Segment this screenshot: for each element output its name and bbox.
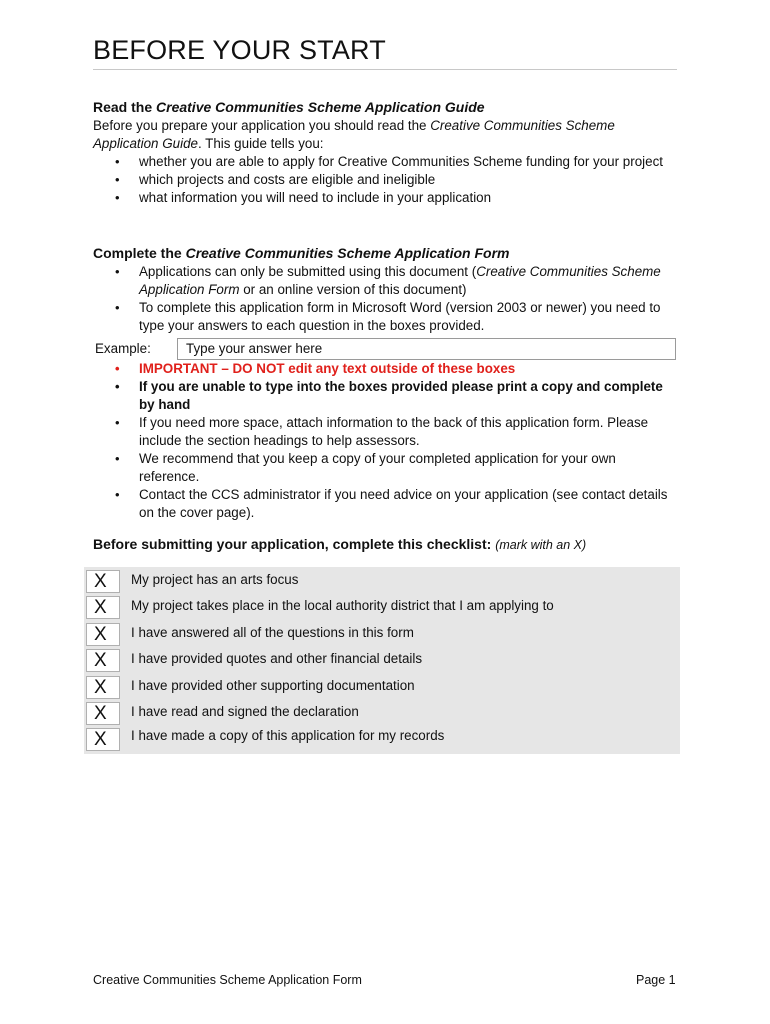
- checklist-row: [84, 700, 680, 726]
- checklist-label: My project takes place in the local authority district that I am applying to: [131, 598, 554, 613]
- checklist-row: [84, 647, 680, 673]
- list-item: • what information you will need to include in your application: [115, 189, 677, 207]
- page-title: BEFORE YOUR START: [93, 35, 677, 70]
- read-guide-heading: [93, 98, 677, 116]
- checklist-checkbox[interactable]: X: [86, 676, 120, 699]
- checklist-row: [84, 674, 680, 700]
- read-guide-bullets: [115, 153, 677, 207]
- bullet-text: or an online version of this document): [239, 282, 467, 297]
- bullet-text: Applications can only be submitted using this document (: [139, 264, 477, 279]
- list-item: • We recommend that you keep a copy of your completed application for your own reference.: [115, 450, 677, 486]
- checklist-label: I have made a copy of this application for my records: [131, 728, 445, 743]
- checklist-row: [84, 726, 680, 752]
- checklist-table: [84, 567, 680, 754]
- example-row: [93, 338, 677, 360]
- read-guide-intro-prefix: Before you prepare your application you should read the: [93, 118, 431, 133]
- list-item: • If you are unable to type into the boxes provided please print a copy and complete by hand: [115, 378, 677, 414]
- checklist-checkbox[interactable]: X: [86, 728, 120, 751]
- checklist-label: I have read and signed the declaration: [131, 704, 359, 719]
- instructions-section: [93, 360, 677, 522]
- complete-form-bullets: [115, 263, 677, 335]
- read-guide-intro-title: Creative Communities Scheme Application Guide: [93, 118, 615, 151]
- instruction-bullets: [115, 360, 677, 522]
- checklist-label: I have answered all of the questions in this form: [131, 625, 414, 640]
- checklist-label: I have provided quotes and other financial details: [131, 651, 423, 666]
- complete-form-heading: [93, 244, 677, 262]
- checklist-row: [84, 594, 680, 620]
- example-answer-field[interactable]: Type your answer here: [177, 338, 676, 360]
- list-item: • To complete this application form in Microsoft Word (version 2003 or newer) you need to type your answers to each question in the boxes provided.: [115, 299, 677, 335]
- footer-document-title: Creative Communities Scheme Application Form: [93, 973, 362, 987]
- bullet-italic-text: Creative Communities Scheme Application Form: [139, 264, 661, 297]
- read-guide-heading-title: Creative Communities Scheme Application Guide: [156, 99, 485, 115]
- read-guide-intro-suffix: . This guide tells you:: [197, 136, 324, 151]
- checklist-heading-text: Before submitting your application, complete this checklist:: [93, 536, 492, 552]
- footer-page-number: Page 1: [636, 973, 676, 987]
- list-item: • which projects and costs are eligible and ineligible: [115, 171, 677, 189]
- list-item: • whether you are able to apply for Creative Communities Scheme funding for your project: [115, 153, 677, 171]
- complete-form-heading-title: Creative Communities Scheme Application Form: [185, 245, 510, 261]
- important-warning: • IMPORTANT – DO NOT edit any text outside of these boxes: [115, 360, 677, 378]
- checklist-heading: [93, 536, 693, 552]
- complete-form-heading-prefix: Complete the: [93, 245, 186, 261]
- complete-form-section: [93, 244, 677, 335]
- checklist-hint: (mark with an X): [495, 538, 587, 552]
- checklist-checkbox[interactable]: X: [86, 702, 120, 725]
- checklist-checkbox[interactable]: X: [86, 596, 120, 619]
- read-guide-heading-prefix: Read the: [93, 99, 157, 115]
- list-item: • Contact the CCS administrator if you need advice on your application (see contact details on the cover page).: [115, 486, 677, 522]
- checklist-row: [84, 568, 680, 594]
- example-label: Example:: [95, 341, 151, 356]
- checklist-checkbox[interactable]: X: [86, 570, 120, 593]
- checklist-checkbox[interactable]: X: [86, 623, 120, 646]
- read-guide-intro: [93, 117, 677, 153]
- checklist-checkbox[interactable]: X: [86, 649, 120, 672]
- checklist-row: [84, 621, 680, 647]
- list-item: [115, 263, 677, 299]
- checklist-label: I have provided other supporting documentation: [131, 678, 415, 693]
- read-guide-section: [93, 98, 677, 207]
- checklist-label: My project has an arts focus: [131, 572, 299, 587]
- list-item: • If you need more space, attach information to the back of this application form. Please include the section headings to help assessors.: [115, 414, 677, 450]
